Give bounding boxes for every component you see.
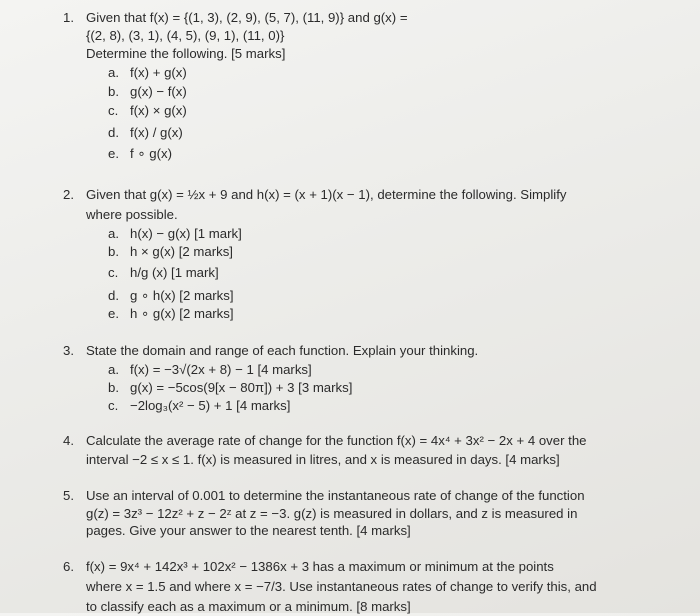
question-part: a. h(x) − g(x) [1 mark]	[108, 226, 242, 241]
question-number: 5.	[63, 488, 74, 503]
question-line: interval −2 ≤ x ≤ 1. f(x) is measured in litres, and x is measured in days. [4 marks]	[86, 452, 560, 467]
question-part: c. f(x) × g(x)	[108, 103, 187, 118]
question-line: pages. Give your answer to the nearest tenth. [4 marks]	[86, 523, 411, 538]
question-part: b. g(x) − f(x)	[108, 84, 187, 99]
question-part: a. f(x) + g(x)	[108, 65, 187, 80]
question-part: d. f(x) / g(x)	[108, 125, 183, 140]
question-line: where x = 1.5 and where x = −7/3. Use instantaneous rates of change to verify this, and	[86, 579, 597, 594]
question-part: c. h/g (x) [1 mark]	[108, 265, 219, 280]
question-part: d. g ∘ h(x) [2 marks]	[108, 288, 234, 303]
question-part: b. g(x) = −5cos(9[x − 80π]) + 3 [3 marks]	[108, 380, 353, 395]
question-line: where possible.	[86, 207, 178, 222]
question-number: 3.	[63, 343, 74, 358]
question-part: e. h ∘ g(x) [2 marks]	[108, 306, 234, 321]
question-line: to classify each as a maximum or a minimum. [8 marks]	[86, 599, 411, 614]
question-line: Use an interval of 0.001 to determine the instantaneous rate of change of the function	[86, 488, 585, 503]
question-line: Determine the following. [5 marks]	[86, 46, 286, 61]
question-number: 6.	[63, 559, 74, 574]
question-part: c. −2log₃(x² − 5) + 1 [4 marks]	[108, 398, 291, 413]
question-number: 4.	[63, 433, 74, 448]
question-line: g(z) = 3z³ − 12z² + z − 2ᶻ at z = −3. g(z) is measured in dollars, and z is measured in	[86, 506, 578, 521]
question-line: State the domain and range of each function. Explain your thinking.	[86, 343, 479, 358]
question-part: b. h × g(x) [2 marks]	[108, 244, 233, 259]
question-part: a. f(x) = −3√(2x + 8) − 1 [4 marks]	[108, 362, 312, 377]
question-line: Given that g(x) = ½x + 9 and h(x) = (x + 1)(x − 1), determine the following. Simplify	[86, 187, 567, 202]
question-line: {(2, 8), (3, 1), (4, 5), (9, 1), (11, 0)}	[86, 28, 285, 43]
question-line: Given that f(x) = {(1, 3), (2, 9), (5, 7), (11, 9)} and g(x) =	[86, 10, 408, 25]
question-line: f(x) = 9x⁴ + 142x³ + 102x² − 1386x + 3 has a maximum or minimum at the points	[86, 559, 554, 574]
question-part: e. f ∘ g(x)	[108, 146, 172, 161]
question-number: 1.	[63, 10, 74, 25]
question-number: 2.	[63, 187, 74, 202]
question-line: Calculate the average rate of change for the function f(x) = 4x⁴ + 3x² − 2x + 4 over the	[86, 433, 587, 448]
